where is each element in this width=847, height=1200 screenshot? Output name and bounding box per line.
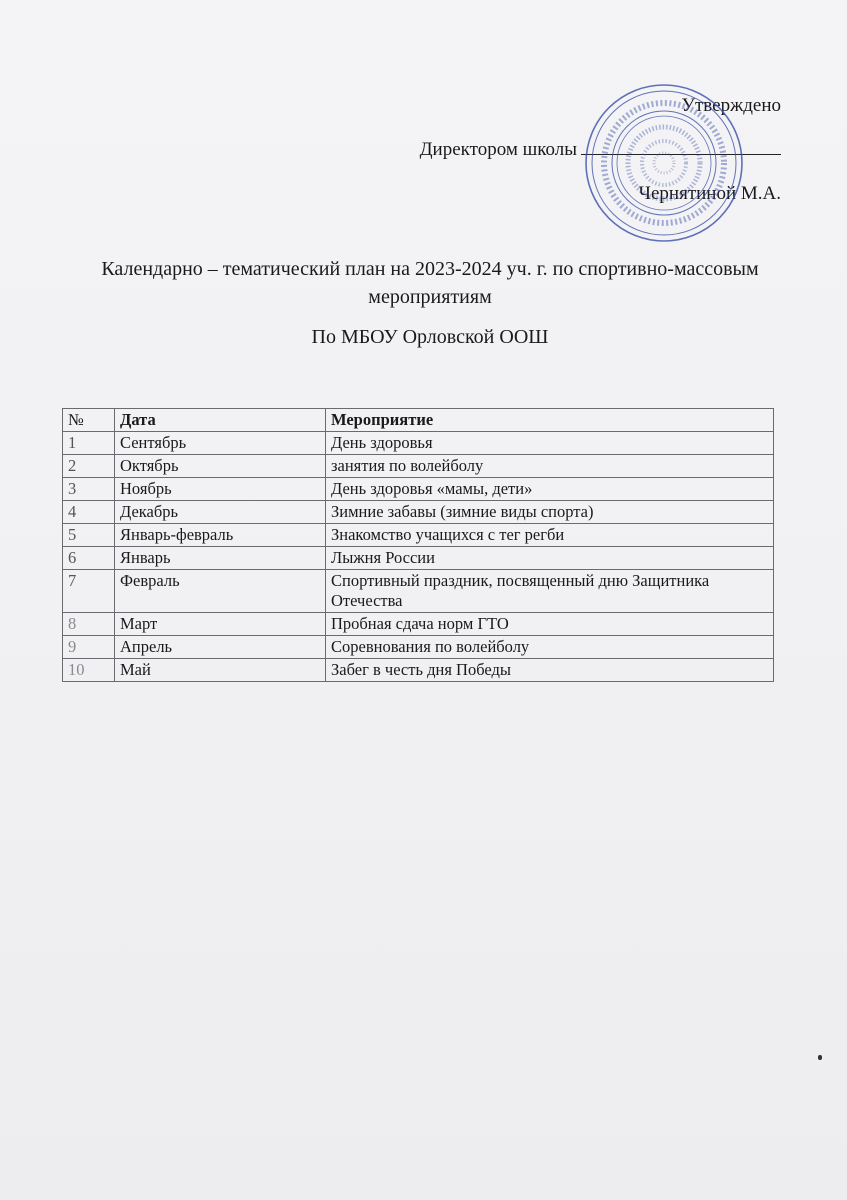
table-header-row xyxy=(63,409,774,432)
row-event: Лыжня России xyxy=(326,547,774,570)
events-table xyxy=(62,408,774,682)
table-row xyxy=(63,547,774,570)
table-row xyxy=(63,432,774,455)
row-date: Декабрь xyxy=(115,501,326,524)
table-row xyxy=(63,501,774,524)
row-number: 3 xyxy=(63,478,115,501)
row-date: Январь-февраль xyxy=(115,524,326,547)
row-number: 1 xyxy=(63,432,115,455)
row-event: занятия по волейболу xyxy=(326,455,774,478)
table-row xyxy=(63,455,774,478)
row-number: 5 xyxy=(63,524,115,547)
row-date: Ноябрь xyxy=(115,478,326,501)
table-row xyxy=(63,636,774,659)
row-number: 9 xyxy=(63,636,115,659)
row-date: Октябрь xyxy=(115,455,326,478)
row-date: Сентябрь xyxy=(115,432,326,455)
row-event: День здоровья xyxy=(326,432,774,455)
row-date: Апрель xyxy=(115,636,326,659)
row-event: День здоровья «мамы, дети» xyxy=(326,478,774,501)
document-title: Календарно – тематический план на 2023-2024 уч. г. по спортивно-массовым мероприятиям xyxy=(101,258,759,308)
row-number: 6 xyxy=(63,547,115,570)
row-event: Пробная сдача норм ГТО xyxy=(326,613,774,636)
approval-director-label: Директором школы xyxy=(419,139,577,160)
row-event: Соревнования по волейболу xyxy=(326,636,774,659)
row-date: Март xyxy=(115,613,326,636)
document-subtitle: По МБОУ Орловской ООШ xyxy=(311,326,549,348)
table-row xyxy=(63,478,774,501)
row-number: 8 xyxy=(63,613,115,636)
approval-approved: Утверждено xyxy=(681,95,781,116)
row-date: Февраль xyxy=(115,570,326,613)
school-seal-stamp-icon xyxy=(583,82,745,244)
row-event: Знакомство учащихся с тег регби xyxy=(326,524,774,547)
table-row xyxy=(63,659,774,682)
row-event: Спортивный праздник, посвященный дню Защитника Отечества xyxy=(326,570,774,613)
row-event: Забег в честь дня Победы xyxy=(326,659,774,682)
row-number: 4 xyxy=(63,501,115,524)
header-event: Мероприятие xyxy=(326,409,774,432)
row-number: 2 xyxy=(63,455,115,478)
row-number: 10 xyxy=(63,659,115,682)
table-row xyxy=(63,570,774,613)
header-date: Дата xyxy=(115,409,326,432)
row-date: Январь xyxy=(115,547,326,570)
row-date: Май xyxy=(115,659,326,682)
approval-director-name: Чернятиной М.А. xyxy=(638,183,781,204)
row-number: 7 xyxy=(63,570,115,613)
table-row xyxy=(63,524,774,547)
header-number: № xyxy=(63,409,115,432)
ink-mark xyxy=(818,1055,822,1060)
table-row xyxy=(63,613,774,636)
row-event: Зимние забавы (зимние виды спорта) xyxy=(326,501,774,524)
